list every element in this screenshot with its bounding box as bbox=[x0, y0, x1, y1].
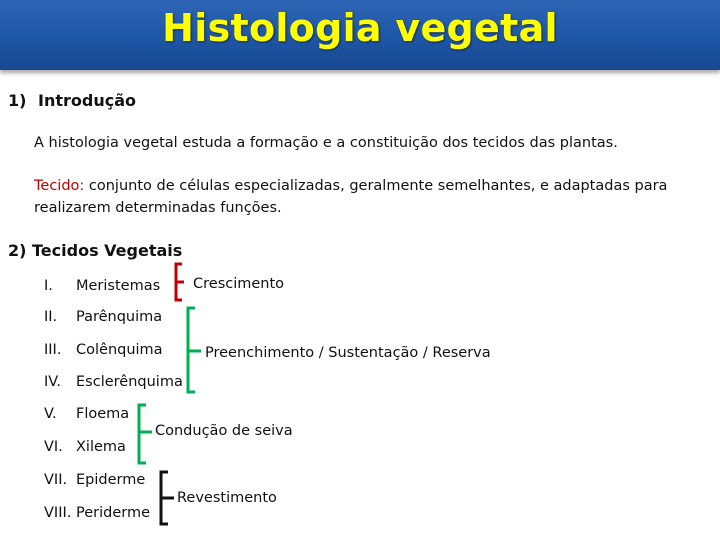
bracket-crescimento-icon bbox=[172, 262, 186, 302]
group-label-filling: Preenchimento / Sustentação / Reserva bbox=[205, 345, 491, 361]
term-label: Tecido: bbox=[34, 178, 85, 194]
item-number: V. bbox=[44, 406, 57, 422]
section-title: Introdução bbox=[38, 91, 137, 110]
list-item bbox=[44, 278, 160, 294]
item-number: IV. bbox=[44, 374, 61, 390]
bracket-preenchimento-icon bbox=[183, 306, 203, 394]
bracket-conducao-icon bbox=[134, 403, 154, 465]
item-number: VI. bbox=[44, 439, 63, 455]
item-name: Colênquima bbox=[76, 342, 163, 358]
item-number: II. bbox=[44, 309, 58, 325]
list-item bbox=[44, 406, 129, 422]
item-number: VII. bbox=[44, 472, 68, 488]
list-item bbox=[44, 309, 162, 325]
definition-text: conjunto de células especializadas, geralmente semelhantes, e adaptadas para bbox=[88, 178, 668, 194]
group-label-growth: Crescimento bbox=[193, 276, 285, 292]
bracket-revestimento-icon bbox=[156, 470, 176, 526]
item-number: III. bbox=[44, 342, 62, 358]
item-name: Floema bbox=[76, 406, 130, 422]
section-heading-tissues: 2) Tecidos Vegetais bbox=[8, 241, 183, 260]
list-item bbox=[44, 439, 126, 455]
title-bar bbox=[0, 0, 720, 70]
section-heading-introduction bbox=[8, 91, 136, 110]
tissue-definition-line-1 bbox=[34, 178, 667, 194]
item-name: Meristemas bbox=[76, 278, 161, 294]
item-number: I. bbox=[44, 278, 53, 294]
list-item bbox=[44, 505, 150, 521]
item-name: Periderme bbox=[76, 505, 151, 521]
group-label-conduction: Condução de seiva bbox=[155, 423, 293, 439]
item-name: Esclerênquima bbox=[76, 374, 183, 390]
list-item bbox=[44, 342, 163, 358]
intro-paragraph: A histologia vegetal estuda a formação e a constituição dos tecidos das plantas. bbox=[34, 135, 618, 151]
list-item bbox=[44, 472, 145, 488]
item-number: VIII. bbox=[44, 505, 72, 521]
item-name: Xilema bbox=[76, 439, 126, 455]
tissue-definition-line-2: realizarem determinadas funções. bbox=[34, 200, 282, 216]
section-number: 1) bbox=[8, 91, 27, 110]
item-name: Epiderme bbox=[76, 472, 146, 488]
item-name: Parênquima bbox=[76, 309, 163, 325]
page-title: Histologia vegetal bbox=[162, 6, 558, 50]
group-label-covering: Revestimento bbox=[177, 490, 277, 506]
list-item bbox=[44, 374, 183, 390]
